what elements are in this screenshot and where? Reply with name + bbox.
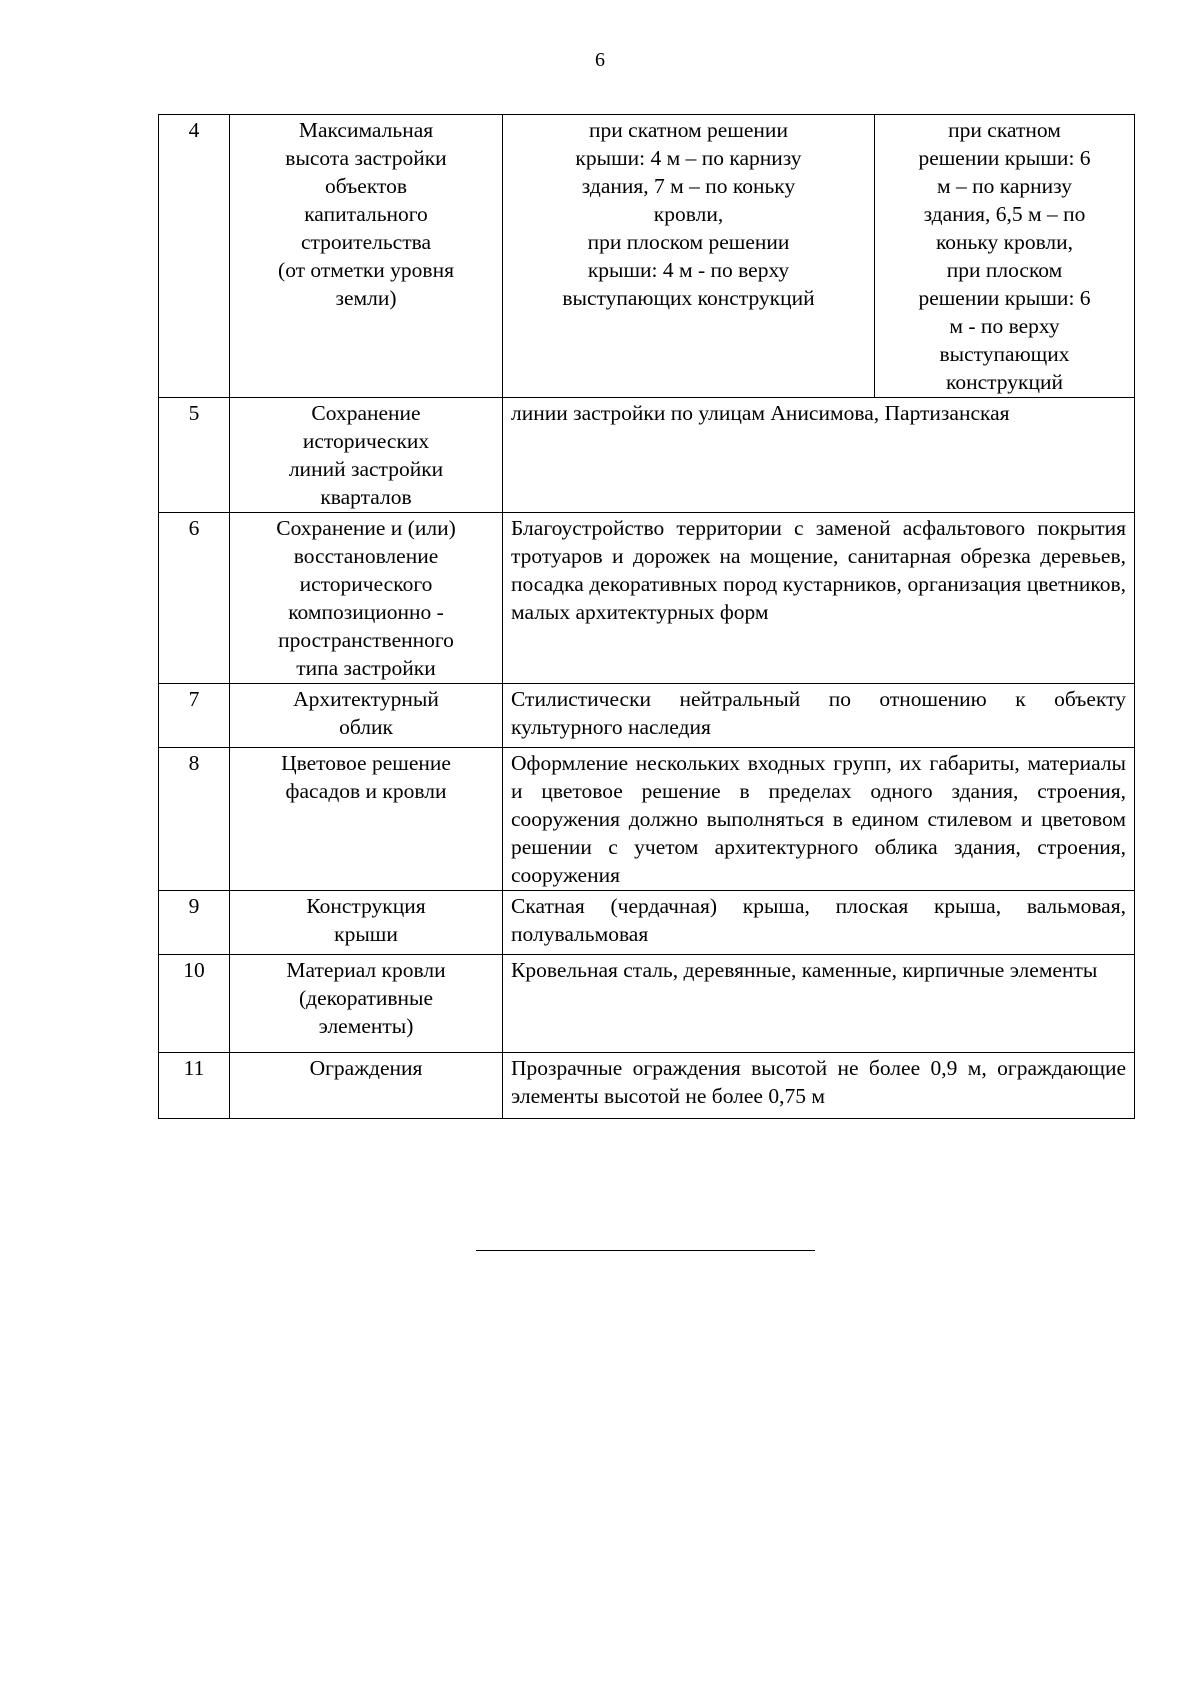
parameter-value: Кровельная сталь, деревянные, каменные, кирпичные элементы	[503, 955, 1135, 1053]
table-row	[159, 513, 1135, 684]
text-line: (от отметки уровня	[278, 258, 454, 282]
text-line: Материал кровли	[286, 958, 446, 982]
text-line: конструкций	[946, 370, 1063, 394]
text-line: пространственного	[278, 628, 454, 652]
table-row	[159, 684, 1135, 748]
row-number: 9	[159, 891, 230, 955]
table-row	[159, 1053, 1135, 1119]
parameter-name	[230, 891, 503, 955]
text-line: Цветовое решение	[281, 751, 451, 775]
text-line: Максимальная	[298, 118, 434, 142]
parameter-value: Оформление нескольких входных групп, их габариты, материалы и цветовое решение в пределах одного здания, строения, сооружения должно выполняться в едином стилевом и цветовом решении с учетом архитектурного облика здания, строения, сооружения	[503, 748, 1135, 891]
text-line: облик	[339, 715, 393, 739]
page-number: 6	[595, 49, 605, 71]
text-line: здания, 6,5 м – по	[923, 202, 1086, 226]
row-number: 4	[159, 115, 230, 398]
text-line: исторического	[299, 572, 433, 596]
text-line: крыши	[334, 922, 398, 946]
text-line: Сохранение и (или)	[276, 516, 456, 540]
row-number: 10	[159, 955, 230, 1053]
text-line: (декоративные	[298, 986, 434, 1010]
parameter-value: Скатная (чердачная) крыша, плоская крыша, вальмовая, полувальмовая	[503, 891, 1135, 955]
parameter-value-b	[875, 115, 1135, 398]
parameter-value: линии застройки по улицам Анисимова, Партизанская	[503, 398, 1135, 513]
text-line: линий застройки	[288, 457, 444, 481]
parameter-value: Прозрачные ограждения высотой не более 0,9 м, ограждающие элементы высотой не более 0,75 м	[503, 1053, 1135, 1119]
row-number: 11	[159, 1053, 230, 1119]
parameter-name	[230, 955, 503, 1053]
row-number: 7	[159, 684, 230, 748]
text-line: коньку кровли,	[935, 230, 1074, 254]
regulations-table	[158, 114, 1135, 1119]
parameter-name	[230, 684, 503, 748]
text-line: Архитектурный	[293, 687, 439, 711]
row-number: 5	[159, 398, 230, 513]
table-row	[159, 748, 1135, 891]
table-row	[159, 891, 1135, 955]
parameter-name	[230, 513, 503, 684]
text-line: выступающих	[939, 342, 1070, 366]
parameter-name	[230, 1053, 503, 1119]
text-line: исторических	[302, 429, 430, 453]
text-line: крыши: 4 м - по верху	[587, 258, 790, 282]
text-line: Ограждения	[309, 1056, 423, 1080]
text-line: Конструкция	[306, 894, 426, 918]
parameter-name	[230, 115, 503, 398]
text-line: решении крыши: 6	[918, 286, 1091, 310]
text-line: земли)	[335, 286, 397, 310]
text-line: Сохранение	[311, 401, 421, 425]
text-line: выступающих конструкций	[562, 286, 815, 310]
text-line: при плоском	[946, 258, 1063, 282]
parameter-value: Стилистически нейтральный по отношению к объекту культурного наследия	[503, 684, 1135, 748]
text-line: решении крыши: 6	[918, 146, 1091, 170]
text-line: элементы)	[318, 1014, 414, 1038]
parameter-value: Благоустройство территории с заменой асфальтового покрытия тротуаров и дорожек на мощение, санитарная обрезка деревьев, посадка декоративных пород кустарников, организация цветников, малых архитектурных форм	[503, 513, 1135, 684]
table-row	[159, 115, 1135, 398]
text-line: м – по карнизу	[937, 174, 1072, 198]
text-line: при плоском решении	[587, 230, 790, 254]
text-line: крыши: 4 м – по карнизу	[575, 146, 802, 170]
table-row	[159, 398, 1135, 513]
text-line: м - по верху	[949, 314, 1060, 338]
parameter-value-a	[503, 115, 875, 398]
end-separator-line	[476, 1250, 815, 1251]
text-line: при скатном решении	[589, 118, 788, 142]
text-line: здания, 7 м – по коньку	[581, 174, 796, 198]
parameter-name	[230, 398, 503, 513]
text-line: типа застройки	[296, 656, 436, 680]
text-line: капитального	[304, 202, 428, 226]
text-line: фасадов и кровли	[285, 779, 447, 803]
row-number: 8	[159, 748, 230, 891]
text-line: кварталов	[320, 485, 412, 509]
text-line: объектов	[325, 174, 407, 198]
text-line: композиционно -	[288, 600, 444, 624]
parameter-name	[230, 748, 503, 891]
table-row	[159, 955, 1135, 1053]
text-line: при скатном	[948, 118, 1061, 142]
text-line: высота застройки	[285, 146, 447, 170]
text-line: кровли,	[653, 202, 724, 226]
text-line: строительства	[300, 230, 432, 254]
row-number: 6	[159, 513, 230, 684]
text-line: восстановление	[293, 544, 439, 568]
